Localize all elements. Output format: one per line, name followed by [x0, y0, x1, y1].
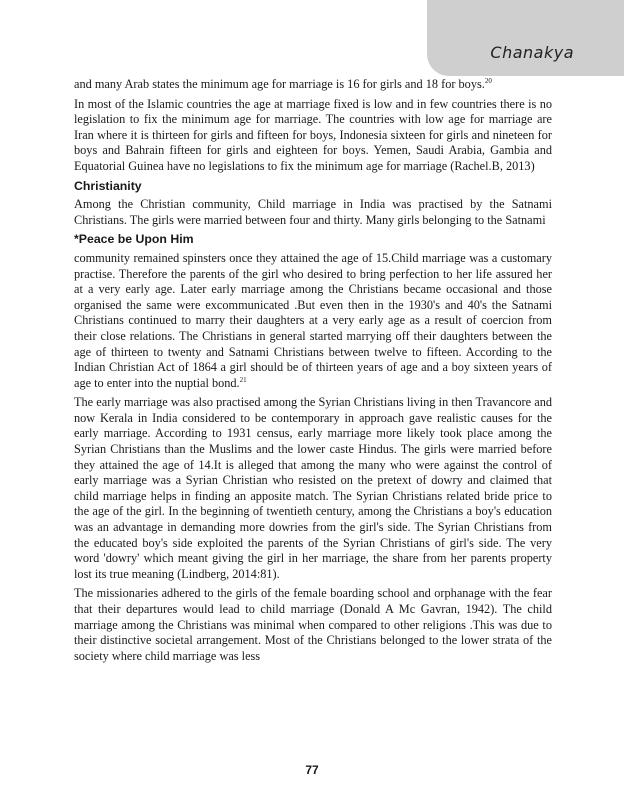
paragraph — [74, 77, 552, 93]
paragraph: In most of the Islamic countries the age at marriage fixed is low and in few countries there is no legislation to fix the minimum age for marriage. The countries with low age for marriage are Iran where it is thirteen for girls and fifteen for boys, Indonesia sixteen for girls and nineteen for boys and Bahrain fifteen for girls and eighteen for boys. Yemen, Saudi Arabia, Gambia and Equatorial Guinea have no legislations to fix the minimum age for marriage (Rachel.B, 2013) — [74, 96, 552, 173]
section-heading: *Peace be Upon Him — [74, 232, 194, 247]
paragraph — [74, 251, 552, 391]
footnote-ref: 21 — [239, 375, 247, 384]
paragraph: Among the Christian community, Child marriage in India was practised by the Satnami Christians. The girls were married between four and thirty. Many girls belonging to the Satnami — [74, 197, 552, 227]
paragraph: The early marriage was also practised among the Syrian Christians living in then Travancore and now Kerala in India considered to be contemporary in approach gave realistic causes for the early marriage. According to 1931 census, early marriage more likely took place among the Syrian Christians than the Muslims and the lower caste Hindus. The girls were married before they attained the age of 14.It is alleged that among the many who were against the control of early marriage was a Syrian Christian who resisted on the pretext of dowry and claimed that child marriage helps in finding an apposite match. The Syrian Christians related bride price to the age of the girl. In the beginning of twentieth century, among the Christians a boy's education was an advantage in demanding more dowries from the girl's side. The Syrian Christians from the educated boy's side exploited the parents of the Syrian Christians of girl's side. The very word 'dowry' which meant giving the girl in her marriage, the share from her parents property lost its true meaning (Lindberg, 2014:81). — [74, 395, 552, 581]
paragraph-text: and many Arab states the minimum age for marriage is 16 for girls and 18 for boys. — [74, 77, 485, 91]
footnote-ref: 20 — [484, 76, 492, 85]
paragraph: The missionaries adhered to the girls of the female boarding school and orphanage with the fear that their departures would lead to child marriage (Donald A Mc Gavran, 1942). The child marriage among the Christians was minimal when compared to other religions .This was due to their distinctive societal arrangement. Most of the Christians belonged to the lower strata of the society where child marriage was less — [74, 586, 552, 663]
page-number: 77 — [305, 763, 319, 777]
section-heading: Christianity — [74, 178, 142, 193]
header-tab — [427, 0, 624, 76]
paragraph-text: community remained spinsters once they attained the age of 15.Child marriage was a customary practise. Therefore the parents of the girl who desired to bring perfection to her life assured her at a very early age. Later early marriage among the Christians became occasional and those organised the same were excommunicated .But even then in the 1930's and 40's the Satnami Christians continued to marry their daughters at a very early age as a result of coercion from their close relations. The Christians in general started marrying off their daughters between the age of thirteen to twenty and Satnami Christians between twelve to fifteen. According to the Indian Christian Act of 1864 a girl should be of thirteen years of age and a boy sixteen years of age to enter into the nuptial bond. — [74, 250, 552, 390]
journal-brand: Chanakya — [490, 43, 574, 62]
article-body — [74, 77, 552, 668]
